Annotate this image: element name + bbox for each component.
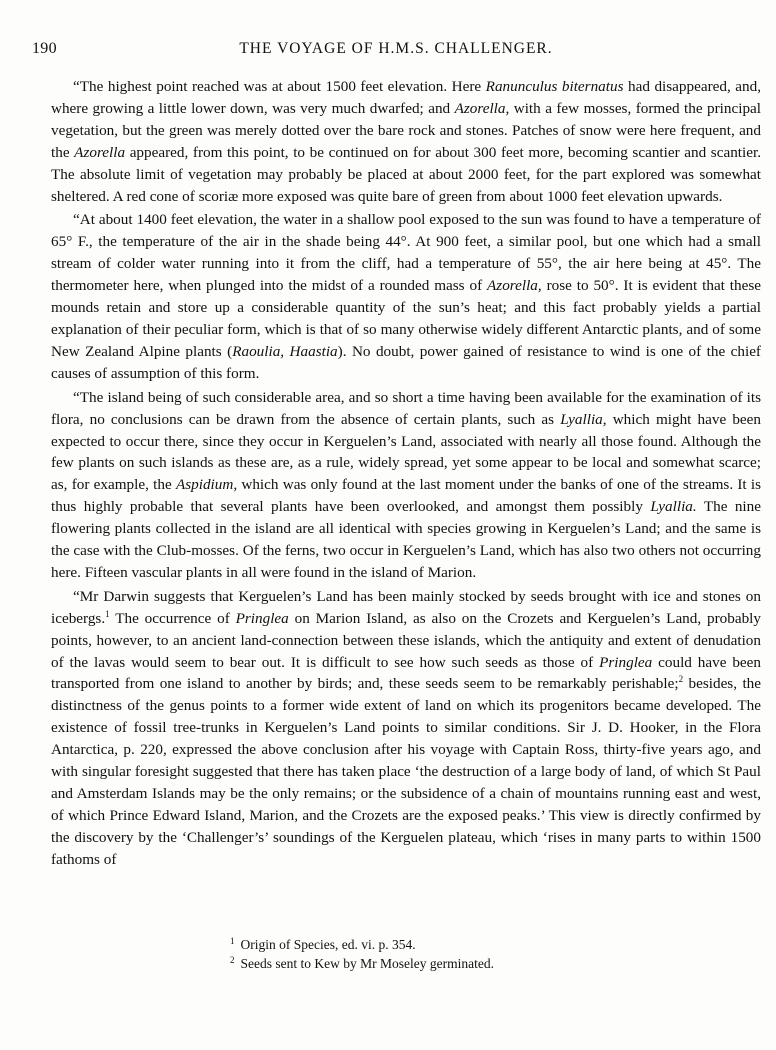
running-title: THE VOYAGE OF H.M.S. CHALLENGER. (239, 40, 553, 57)
italic-term: Pringlea (599, 653, 653, 671)
footnote-mark: 2 (230, 954, 235, 965)
italic-term: Ranunculus biternatus (485, 78, 624, 95)
italic-term: Pringlea (235, 609, 289, 627)
text-run: on Marion Island, as also on the Crozets and Kerguelen’s Land, probably points, however, to an ancient land-connection between these islands, which the antiquity and extent of denudation of the lavas would seem to bear out. It is difficult to see how such seeds as those of (51, 609, 761, 671)
italic-term: Azorella (74, 143, 126, 161)
text-run: besides, the distinctness of the genus points to a former wide extent of land on which its progenitors became developed. The existence of fossil tree-trunks in Kerguelen’s Land points to similar conditions. Sir J. D. Hooker, in the Flora Antarctica, p. 220, expressed the above conclusion after his voyage with Captain Ross, thirty-five years ago, and with singular foresight suggested that there has taken place ‘the destruction of a large body of land, of which St Paul and Amsterdam Islands may be the only remains; or the subsidence of a chain of mountains running east and west, of which Prince Edward Island, Marion, and the Crozets are the exposed peaks.’ This view is directly confirmed by the discovery by the ‘Challenger’s’ soundings of the Kerguelen plateau, which ‘rises in many parts to within 1500 fathoms of (51, 675, 761, 868)
text-run: “The highest point reached was at about 1500 feet elevation. Here (73, 78, 486, 95)
text-run: had disappeared, and, where growing a little lower down, was very much dwarfed; and (51, 78, 762, 117)
text-run: “Mr Darwin suggests that Kerguelen’s Land has been mainly stocked by seeds brought with ice and stones on icebergs. (51, 587, 761, 627)
footnote-text: Origin of Species, ed. vi. p. 354. (240, 937, 416, 952)
page-header (32, 40, 760, 62)
italic-term: Aspidium, (175, 476, 238, 494)
footnote (230, 935, 730, 954)
text-run: The occurrence of (109, 609, 236, 627)
footnote-text: Seeds sent to Kew by Mr Moseley germinated. (240, 956, 494, 971)
text-run: which might have been expected to occur there, since they occur in Kerguelen’s Land, associated with nearly all those found. Although the few plants on such islands as these are, as a rule, widely spread, yet some appear to be local and somewhat scarce; as, for example, the (51, 410, 761, 494)
text-run: “The island being of such considerable area, and so short a time having been available for the examination of its flora, no conclusions can be drawn from the absence of certain plants, such as (51, 388, 761, 428)
text-run: The nine flowering plants collected in the island are all identical with species growing in Kerguelen’s Land; and the same is the case with the Club-mosses. Of the ferns, two occur in Kerguelen’s Land, which has also two others not occurring here. Fifteen vascular plants in all were found in the island of Marion. (51, 498, 761, 581)
italic-term: Raoulia, Haastia (232, 342, 338, 360)
footnotes (230, 935, 730, 973)
footnote-mark: 1 (230, 935, 235, 946)
text-run: with a few mosses, formed the principal vegetation, but the green was merely dotted over the bare rock and stones. Patches of snow were here frequent, and the (51, 99, 761, 161)
paragraph (51, 387, 761, 584)
italic-term: Azorella, (454, 99, 510, 117)
footnote (230, 954, 730, 973)
paragraph (51, 209, 761, 384)
text-run: rose to 50°. It is evident that these mounds retain and store up a considerable quantity of the sun’s heat; and this fact probably yields a partial explanation of their peculiar form, which is that of so many otherwise widely different Antarctic plants, and of some New Zealand Alpine plants ( (51, 277, 761, 360)
page-number: 190 (32, 40, 57, 57)
footnote-reference: 1 (105, 608, 110, 619)
text-run: ). No doubt, power gained of resistance to wind is one of the chief causes of assumption of this form. (51, 342, 761, 382)
body-text (51, 76, 761, 873)
text-run: appeared, from this point, to be continued on for about 300 feet more, becoming scantier and scantier. The absolute limit of vegetation may probably be placed at about 2000 feet, for the part explored was somewhat sheltered. A red cone of scoriæ more exposed was quite bare of green from about 1000 feet elevation upwards. (51, 143, 761, 205)
footnote-reference: 2 (678, 674, 684, 685)
text-run: “At about 1400 feet elevation, the water in a shallow pool exposed to the sun was found to have a temperature of 65° F., the temperature of the air in the shade being 44°. At 900 feet, a similar pool, but one which had a small stream of colder water running into it from the cliff, had a temperature of 55°, the air here being at 45°. The thermometer here, when plunged into the midst of a rounded mass of (51, 211, 761, 295)
italic-term: Lyallia. (650, 498, 697, 516)
text-run: which was only found at the last moment under the banks of one of the streams. It is thus highly probable that several plants have been overlooked, and amongst them possibly (51, 476, 762, 516)
italic-term: Lyallia, (560, 410, 607, 428)
text-run: could have been transported from one island to another by birds; and, these seeds seem to be remarkably perishable; (51, 653, 761, 693)
paragraph (51, 586, 761, 871)
italic-term: Azorella, (487, 277, 542, 295)
paragraph (51, 76, 761, 207)
